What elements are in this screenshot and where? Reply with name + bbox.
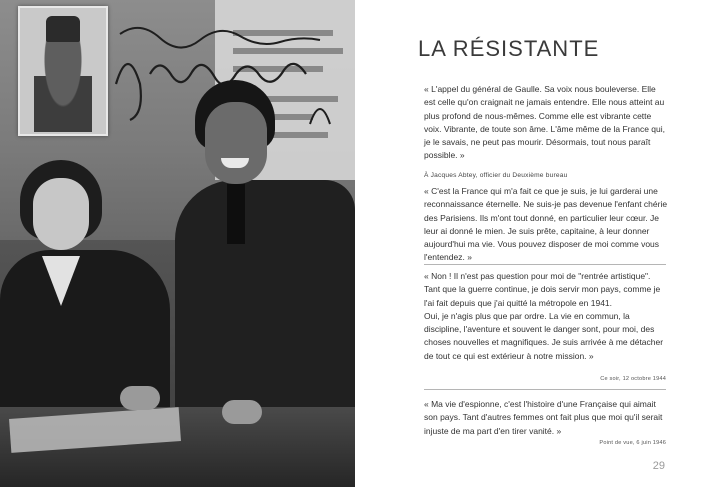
quote-source: Point de vue, 6 juin 1946 xyxy=(599,440,666,446)
quote-paragraph: Oui, je n'agis plus que par ordre. La vie en commun, la discipline, l'aventure et souvent le danger sont, pour moi, des choses nouvelles et magnifiques. Je suis arrivée à me détacher de tout ce qui est extérieur à notre mission. » xyxy=(424,310,664,361)
quote-text: « Ma vie d'espionne, c'est l'histoire d'une Française qui aimait son pays. Tant d'autres femmes ont fait plus que moi qu'il serait injuste de ma part d'en tirer vanité. » xyxy=(424,399,663,436)
section-divider xyxy=(424,389,666,390)
quote-source: Ce soir, 12 octobre 1944 xyxy=(600,376,666,382)
quote-de-gaulle-appeal xyxy=(424,83,668,163)
quote-text: « L'appel du général de Gaulle. Sa voix nous bouleverse. Elle est celle qu'on craignait ne jamais entendre. Elle nous atteint au plus profond de nous-mêmes. Comme elle est vibrante cette voix. Vibrante, de toute son âme. L'âme même de la France qui, je le savais, ne peut pas mourir. Désormais, tout nous paraît possible. » xyxy=(424,84,666,161)
quote-to-jacques-abtey xyxy=(424,185,668,265)
figure-seated-woman xyxy=(0,160,175,420)
quote-point-de-vue xyxy=(424,398,668,438)
quote-ce-soir xyxy=(424,270,668,363)
text-column xyxy=(418,0,668,487)
framed-portrait xyxy=(18,6,108,136)
portrait-figure xyxy=(34,36,92,132)
uniform-jacket xyxy=(175,180,355,420)
quote-text: « C'est la France qui m'a fait ce que je suis, je lui garderai une reconnaissance éternelle. Ne suis-je pas devenue l'enfant chérie des Parisiens. Ils m'ont tout donné, en particulier leur cœur. Je leur ai donné le mien. Je suis prête, capitaine, à leur donner aujourd'hui ma vie. Vous pouvez disposer de moi comme vous l'entendez. » xyxy=(424,186,668,263)
page-title: LA RÉSISTANTE xyxy=(418,36,600,61)
face xyxy=(205,102,267,184)
hand xyxy=(222,400,262,424)
hand xyxy=(120,386,160,410)
quote-attribution: À Jacques Abtey, officier du Deuxième bureau xyxy=(424,172,568,179)
section-divider xyxy=(424,264,666,265)
uniform-tie xyxy=(227,184,245,244)
portrait-kepi xyxy=(46,16,80,42)
face xyxy=(33,178,89,250)
page-number: 29 xyxy=(652,460,665,472)
quote-paragraph: « Non ! Il n'est pas question pour moi de "rentrée artistique". Tant que la guerre continue, je dois servir mon pays, comme je l'ai fait depuis que j'ai quitté la métropole en 1941. xyxy=(424,271,661,308)
figure-standing-woman xyxy=(175,80,355,420)
